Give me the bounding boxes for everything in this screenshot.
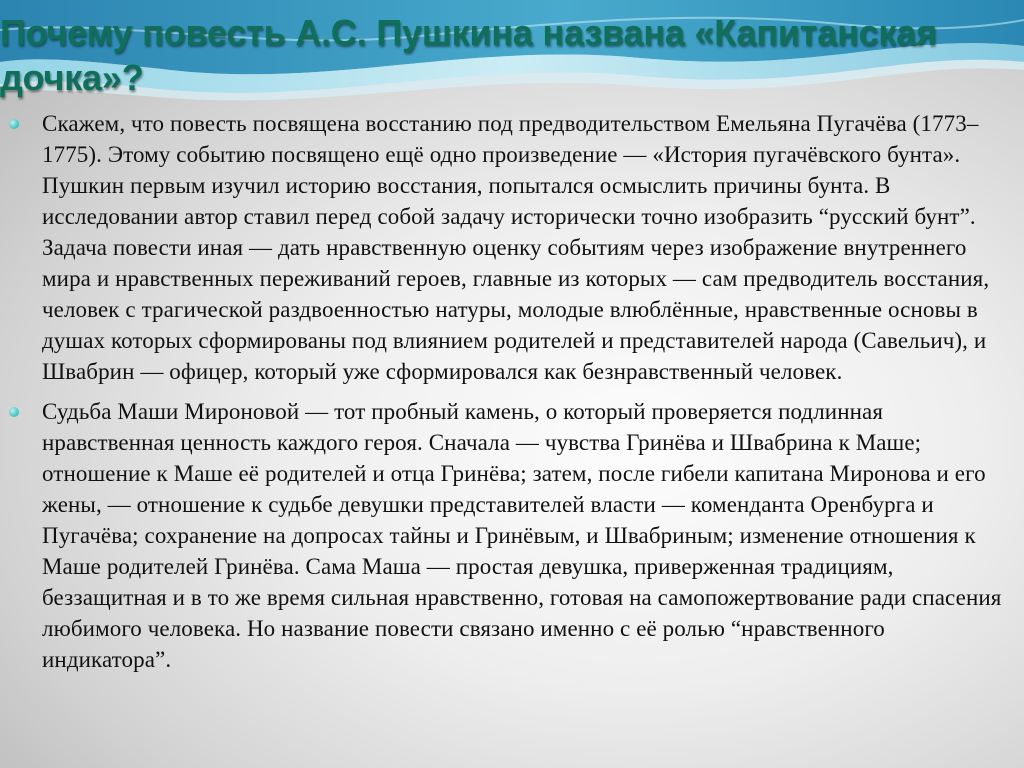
bullet-text-1: Скажем, что повесть посвящена восстанию под предводительством Емельяна Пугачёва (1773–1775). Этому событию посвящено ещё одно произведение — «История пугачёвского бунта». Пушкин первым изучил историю восстания, попытался осмыслить причины бунта. В исследовании автор ставил перед собой задачу исторически точно изобразить “русский бунт”. Задача повести иная — дать нравственную оценку событиям через изображение внутреннего мира и нравственных переживаний героев, главные из которых — сам предводитель восстания, человек с трагической раздвоенностью натуры, молодые влюблённые, нравственные основы в душах которых сформированы под влиянием родителей и представителей народа (Савельич), и Швабрин — офицер, который уже сформировался как безнравственный человек.	[42, 111, 990, 384]
bullet-dot-icon	[9, 407, 19, 417]
bullet-list	[0, 108, 1012, 675]
slide-title: Почему повесть А.С. Пушкина названа «Капитанская дочка»?	[0, 12, 937, 98]
bullet-item-2	[0, 396, 1012, 675]
bullet-item-1	[0, 108, 1012, 387]
bullet-text-2: Судьба Маши Мироновой — тот пробный камень, о который проверяется подлинная нравственная ценность каждого героя. Сначала — чувства Гринёва и Швабрина к Маше; отношение к Маше её родителей и отца Гринёва; затем, после гибели капитана Миронова и его жены, — отношение к судьбе девушки представителей власти — коменданта Оренбурга и Пугачёва; сохранение на допросах тайны и Гринёвым, и Швабриным; изменение отношения к Маше родителей Гринёва. Сама Маша — простая девушка, приверженная традициям, беззащитная и в то же время сильная нравственно, готовая на самопожертвование ради спасения любимого человека. Но название повести связано именно с её ролью “нравственного индикатора”.	[42, 399, 1002, 672]
bullet-dot-icon	[9, 119, 19, 129]
